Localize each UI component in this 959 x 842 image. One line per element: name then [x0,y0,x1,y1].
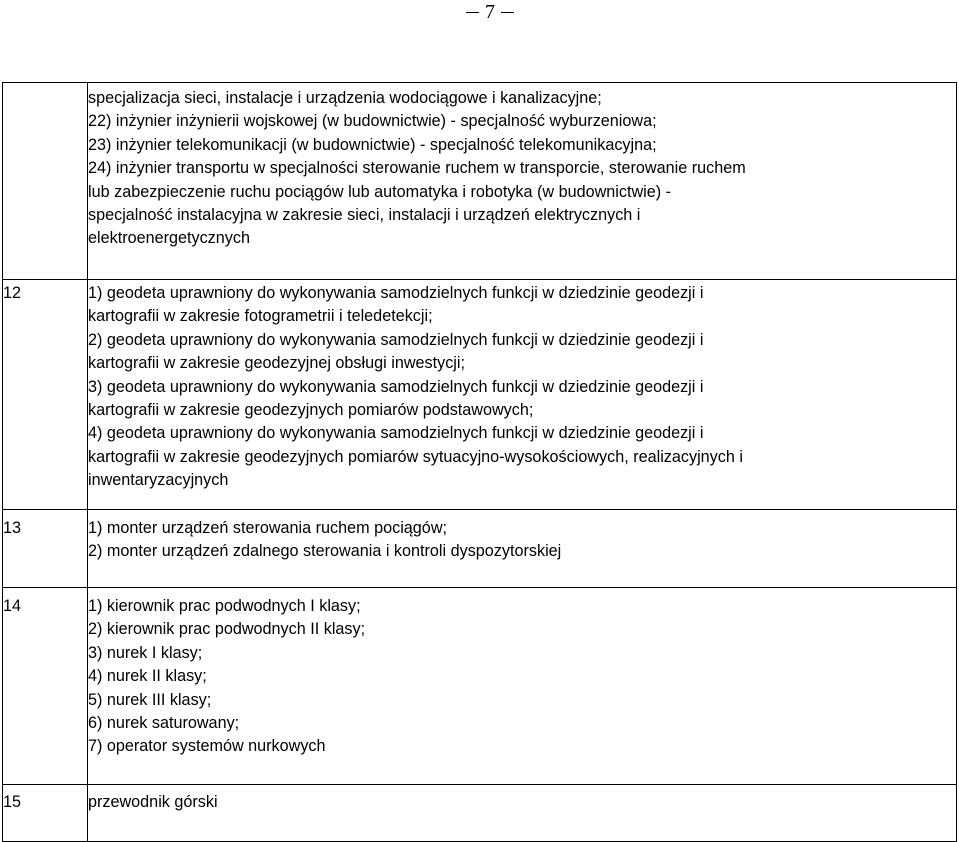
row-line: 2) kierownik prac podwodnych II klasy; [88,620,366,639]
table-row [3,83,957,280]
row-line: 2) monter urządzeń zdalnego sterowania i kontroli dyspozytorskiej [88,542,562,561]
row-line: 4) nurek II klasy; [88,667,207,686]
page-number [460,0,520,24]
row-number [3,83,88,280]
page-number-text: 7 [485,0,495,23]
row-number: 14 [3,588,88,785]
table-row [3,588,957,785]
row-line: 1) monter urządzeń sterowania ruchem pociągów; [88,519,448,537]
page-number-dash-right [501,12,514,13]
table-row [3,510,957,588]
row-line: 2) geodeta uprawniony do wykonywania samodzielnych funkcji w dziedzinie geodezji i [88,330,704,349]
row-number: 13 [3,510,88,588]
row-line: 3) geodeta uprawniony do wykonywania samodzielnych funkcji w dziedzinie geodezji i [88,377,704,396]
row-line: lub zabezpieczenie ruchu pociągów lub automatyka i robotyka (w budownictwie) - [88,182,672,201]
qualifications-table [2,82,957,842]
row-line: 1) geodeta uprawniony do wykonywania samodzielnych funkcji w dziedzinie geodezji i [88,284,704,302]
row-content [88,588,957,785]
row-line: specjalizacja sieci, instalacje i urządzenia wodociągowe i kanalizacyjne; [88,89,602,107]
row-line: 4) geodeta uprawniony do wykonywania samodzielnych funkcji w dziedzinie geodezji i [88,424,704,443]
row-line: 22) inżynier inżynierii wojskowej (w budownictwie) - specjalność wyburzeniowa; [88,112,657,131]
row-line: 7) operator systemów nurkowych [88,737,326,756]
row-content [88,280,957,510]
page-number-dash-left [466,12,479,13]
row-line: 1) kierownik prac podwodnych I klasy; [88,597,361,615]
row-number: 15 [3,785,88,842]
row-line: kartografii w zakresie geodezyjnych pomiarów sytuacyjno-wysokościowych, realizacyjnych i [88,447,743,466]
row-line: 24) inżynier transportu w specjalności sterowanie ruchem w transporcie, sterowanie ruchem [88,159,746,178]
row-line: kartografii w zakresie geodezyjnych pomiarów podstawowych; [88,401,534,420]
row-line: inwentaryzacyjnych [88,471,229,490]
row-line: 23) inżynier telekomunikacji (w budownictwie) - specjalność telekomunikacyjna; [88,135,657,154]
row-line: 5) nurek III klasy; [88,690,212,709]
row-line: kartografii w zakresie fotogrametrii i teledetekcji; [88,307,433,326]
row-number: 12 [3,280,88,510]
table-row [3,280,957,510]
row-line: 3) nurek I klasy; [88,643,203,662]
row-line: kartografii w zakresie geodezyjnej obsługi inwestycji; [88,354,465,373]
row-line: specjalność instalacyjna w zakresie sieci, instalacji i urządzeń elektrycznych i [88,206,641,225]
table-row [3,785,957,842]
row-content [88,785,957,842]
row-line: 6) nurek saturowany; [88,714,240,733]
row-content [88,510,957,588]
row-line: przewodnik górski [88,793,218,811]
row-content [88,83,957,280]
row-line: elektroenergetycznych [88,229,250,248]
